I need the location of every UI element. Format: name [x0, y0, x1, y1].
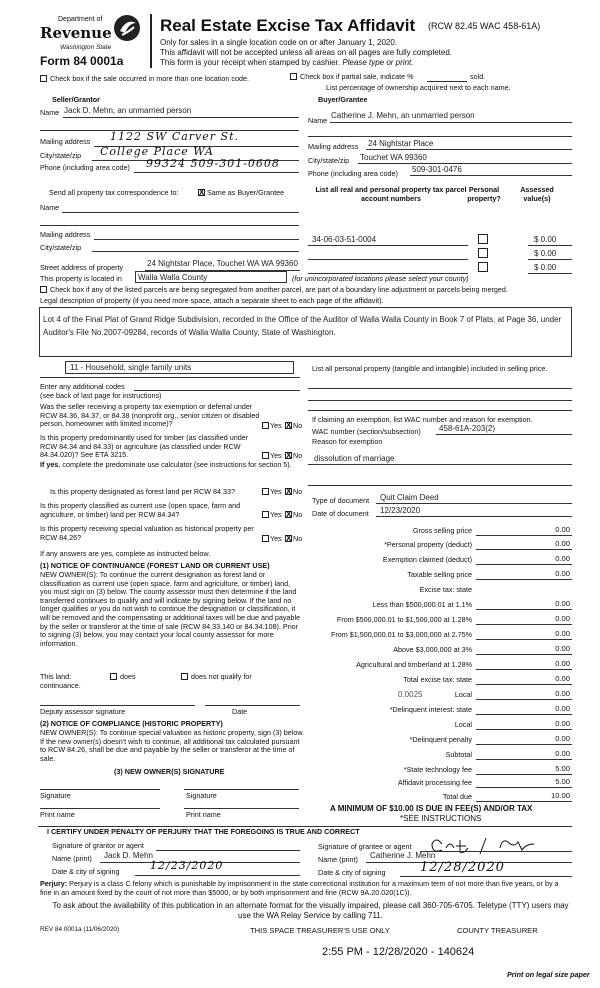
- partial-sale-suffix: sold.: [470, 72, 486, 81]
- grantor-sig-line[interactable]: [156, 850, 300, 851]
- tax-row-value[interactable]: 0.00: [555, 659, 570, 668]
- dept-line: Department of: [58, 16, 103, 23]
- personal-property-note: List all personal property (tangible and intangible) included in selling price.: [312, 364, 548, 373]
- wac-label: WAC number (section/subsection): [312, 427, 421, 436]
- seller-phone-field[interactable]: 99324 509-301-0608: [146, 157, 280, 170]
- certify-heading: I CERTIFY UNDER PENALTY OF PERJURY THAT THE FOREGOING IS TRUE AND CORRECT: [47, 827, 360, 836]
- owner-print-label-2: Print name: [186, 810, 221, 819]
- buyer-mailing-field[interactable]: 24 Nightstar Place: [368, 139, 434, 148]
- multi-location-label: Check box if the sale occurred in more than one location code.: [50, 74, 249, 83]
- exemption-top-line: [308, 410, 572, 411]
- corr-mailing-label: Mailing address: [40, 230, 91, 239]
- tax-row-label: Affidavit processing fee: [397, 778, 472, 787]
- q2-yes-checkbox[interactable]: [262, 452, 269, 459]
- seller-mailing-label: Mailing address: [40, 137, 91, 146]
- assessed-value-1[interactable]: $ 0.00: [534, 235, 557, 244]
- tax-row-value[interactable]: 0.00: [555, 629, 570, 638]
- q3-forest-text: Is this property designated as forest land per RCW 84.33?: [50, 487, 235, 496]
- buyer-name-label: Name: [308, 116, 328, 125]
- tax-row-line: [476, 729, 572, 730]
- tax-row-line: [476, 654, 572, 655]
- street-label: Street address of property: [40, 263, 124, 272]
- owner-sig-line-2[interactable]: [184, 789, 299, 790]
- tax-row-label: Total excise tax: state: [403, 675, 472, 684]
- tax-row-label: Exemption claimed (deduct): [382, 555, 472, 564]
- tax-row-value[interactable]: 0.00: [555, 569, 570, 578]
- doc-type-label: Type of document: [312, 496, 370, 505]
- wac-line: [436, 434, 572, 435]
- corr-name-label: Name: [40, 203, 60, 212]
- tax-row-label: *State technology fee: [403, 765, 472, 774]
- corr-city-line[interactable]: [92, 251, 299, 252]
- assessed-value-2[interactable]: $ 0.00: [534, 249, 557, 258]
- buyer-phone-label: Phone (including area code): [308, 169, 398, 178]
- q2-no-label: No: [293, 451, 303, 460]
- grantor-name-label: Name (print): [52, 854, 92, 863]
- deputy-date-label: Date: [232, 707, 248, 716]
- grantor-sig-label: Signature of grantor or agent: [52, 841, 144, 850]
- assessed-value-3[interactable]: $ 0.00: [534, 263, 557, 272]
- q3-yes-label: Yes: [270, 487, 282, 496]
- form-title: Real Estate Excise Tax Affidavit: [160, 16, 416, 35]
- tax-row-line: [476, 609, 572, 610]
- notice2-body: NEW OWNER(S): To continue special valuation as historic property, sign (3) below. If the new owner(s) doesn't wish to continue, all additional tax calculated pursuant to RCW 84.26, shall be due and payable by the seller or transferor at the time of sale.: [40, 728, 305, 763]
- owner-sig-line-1[interactable]: [40, 789, 160, 790]
- q2-timber-text: Is this property predominantly used for timber (as classified under RCW 84.34 and 84.33) or agriculture (as classified under RCW 84.34.020)? See ETA 3215.: [40, 433, 249, 460]
- buyer-mailing-label: Mailing address: [308, 142, 359, 151]
- multi-location-checkbox[interactable]: [40, 75, 47, 82]
- personal-property-col-header: Personal property?: [467, 185, 501, 203]
- tax-row-line: [476, 564, 572, 565]
- tax-row-label: *Delinquent penalty: [409, 735, 472, 744]
- grantor-name-field[interactable]: Jack D. Mehn: [104, 851, 153, 860]
- q3-no-label: No: [293, 487, 303, 496]
- treasurer-stamp: 2:55 PM - 12/28/2020 - 140624: [322, 946, 475, 958]
- grantor-date-line: [135, 875, 300, 876]
- buyer-heading: Buyer/Grantee: [318, 95, 368, 104]
- located-label: This property is located in: [40, 274, 122, 283]
- tax-row-label: Subtotal: [445, 750, 472, 759]
- legal-description-box[interactable]: [39, 307, 572, 357]
- tax-row-line: [476, 684, 572, 685]
- tax-row-value[interactable]: 0.00: [555, 719, 570, 728]
- tax-row-value[interactable]: 0.00: [555, 674, 570, 683]
- tax-row-label: Local: [454, 720, 472, 729]
- tax-row-label: Above $3,000,000 at 3%: [393, 645, 472, 654]
- tax-row-label: Local: [454, 690, 472, 699]
- header-note-1: Only for sales in a single location code on or after January 1, 2020.: [160, 38, 398, 47]
- seller-name-label: Name: [40, 108, 60, 117]
- doc-type-line: [376, 503, 572, 504]
- tax-row-label: *Personal property (deduct): [384, 540, 472, 549]
- grantee-sig-line[interactable]: [420, 851, 572, 852]
- legal-size-note: Print on legal size paper: [507, 970, 590, 979]
- doc-date-label: Date of document: [312, 509, 369, 518]
- corr-city-label: City/state/zip: [40, 243, 82, 252]
- q2-no-checkbox[interactable]: X: [286, 451, 292, 460]
- state-line: Washington State: [60, 44, 112, 51]
- seller-city-field[interactable]: College Place WA: [100, 145, 214, 158]
- continuance-label: continuance.: [40, 681, 81, 690]
- street-field[interactable]: 24 Nightstar Place, Touchet WA WA 99360: [147, 259, 298, 268]
- q5-yes-checkbox[interactable]: [262, 535, 269, 542]
- seller-name-line: [63, 117, 299, 118]
- grantor-date-label: Date & city of signing: [52, 867, 120, 876]
- assessed-line-2: [528, 259, 572, 260]
- additional-codes-sub: (see back of last page for instructions): [40, 391, 162, 400]
- doc-date-field[interactable]: 12/23/2020: [380, 506, 421, 515]
- tax-row-value[interactable]: 0.00: [555, 749, 570, 758]
- tax-row-value[interactable]: 0.00: [555, 525, 570, 534]
- personal-property-checkbox-2[interactable]: [478, 248, 488, 258]
- q1-exemption-text: Was the seller receiving a property tax exemption or deferral under RCW 84.36, 84.37, or 84.38 (nonprofit org., senior citizen or disabled person, homeowner with limited income)?: [40, 402, 260, 429]
- perjury-notice: Perjury: Perjury is a class C felony which is punishable by imprisonment in the state correctional institution for a maximum term of not more than five years, or by a fine in an amount fixed by the court of not more than $5000, or by both imprisonment and fine (RCW 9A.20.020(1C)).: [40, 879, 559, 897]
- reason-line-2[interactable]: [308, 485, 572, 486]
- buyer-city-line: [358, 163, 572, 164]
- corr-name-line-2: [40, 225, 299, 226]
- land-does-not-label: does not qualify for: [191, 672, 252, 681]
- personal-property-checkbox-3[interactable]: [478, 262, 488, 272]
- tax-row-line: [476, 714, 572, 715]
- tax-row-line: [476, 669, 572, 670]
- reason-line-1: [308, 464, 572, 465]
- assessed-line-1: [528, 245, 572, 246]
- owner-print-label-1: Print name: [40, 810, 75, 819]
- tax-row-line: [476, 744, 572, 745]
- tax-row-value[interactable]: 5.00: [555, 764, 570, 773]
- same-as-buyer-label: Same as Buyer/Grantee: [207, 188, 285, 197]
- tax-row-value[interactable]: 0.00: [555, 614, 570, 623]
- corr-name-line[interactable]: [62, 212, 299, 213]
- partial-sale-label: Check box if partial sale, indicate %: [300, 72, 414, 81]
- q3-yes-checkbox[interactable]: [262, 488, 269, 495]
- tax-row-label: Agricultural and timberland at 1.28%: [356, 660, 472, 669]
- buyer-phone-field[interactable]: 509-301-0476: [412, 165, 462, 174]
- owner-print-line-2[interactable]: [184, 808, 299, 809]
- q2-calculator-note: If yes, complete the predominate use calculator (see instructions for section 5).: [40, 460, 292, 469]
- tax-row-line: [476, 624, 572, 625]
- land-use-select[interactable]: 11 - Household, single family units: [65, 361, 294, 374]
- doc-type-field[interactable]: Quit Claim Deed: [380, 493, 439, 502]
- segregated-checkbox[interactable]: [40, 286, 47, 293]
- land-label: This land:: [40, 672, 72, 681]
- local-rate: 0.0025: [398, 690, 423, 699]
- personal-property-checkbox-1[interactable]: [478, 234, 488, 244]
- q4-no-checkbox[interactable]: X: [286, 510, 292, 519]
- new-owner-sig-heading: (3) NEW OWNER(S) SIGNATURE: [114, 767, 225, 776]
- grantee-date-line: [400, 876, 572, 877]
- buyer-city-field[interactable]: Touchet WA 99360: [360, 153, 427, 162]
- q1-no-label: No: [293, 421, 303, 430]
- legal-description-text: Lot 4 of the Final Plat of Grand Ridge Subdivision, recorded in the Office of the Auditor of Walla Walla County in Book 7 of Plats, at Page 36, under Auditor's File No.2007-09284, records of Walla Walla County, State of Washington.: [43, 315, 562, 337]
- tax-row-value[interactable]: 5.00: [555, 777, 570, 786]
- owner-sig-label-1: Signature: [40, 791, 71, 800]
- tax-row-label: From $1,500,000.01 to $3,000,000 at 2.75%: [330, 630, 472, 639]
- land-does-not-checkbox[interactable]: [181, 673, 188, 680]
- q2-yes-label: Yes: [270, 451, 282, 460]
- tax-row-value[interactable]: 0.00: [555, 599, 570, 608]
- tax-row-label: Taxable selling price: [407, 570, 472, 579]
- land-does-label: does: [120, 672, 136, 681]
- doc-date-line: [376, 516, 572, 517]
- personal-property-line-2[interactable]: [308, 400, 572, 401]
- q5-yes-label: Yes: [270, 534, 282, 543]
- grantee-signature: [430, 834, 550, 856]
- alt-format-notice: To ask about the availability of this publication in an alternate format for the visually impaired, please call 360-705-6705. Teletype (TTY) users may use the WA Relay Service by calling 711.: [52, 901, 569, 920]
- q1-yes-label: Yes: [270, 421, 282, 430]
- tax-row-value[interactable]: 0.00: [555, 734, 570, 743]
- q4-current-use-text: Is this property classified as current use (open space, farm and agriculture, or timber) land per RCW 84.34?: [40, 501, 241, 519]
- buyer-name-line: [330, 122, 572, 123]
- parcel-line-2[interactable]: [308, 259, 468, 260]
- tax-row-line: [476, 639, 572, 640]
- header-note-3: This form is your receipt when stamped by cashier. Please type or print.: [160, 58, 414, 67]
- tax-row-value[interactable]: 0.00: [555, 689, 570, 698]
- if-any-note: If any answers are yes, complete as instructed below.: [40, 549, 211, 558]
- grantee-sig-label: Signature of grantee or agent: [318, 842, 412, 851]
- q4-no-label: No: [293, 510, 303, 519]
- grantee-name-field[interactable]: Catherine J. Mehn: [370, 851, 436, 860]
- q5-no-label: No: [293, 534, 303, 543]
- legal-label: Legal description of property (if you need more space, attach a separate sheet to each page of the affidavit).: [40, 296, 384, 305]
- form-revision: REV 84 0001a (11/06/2020): [40, 926, 120, 933]
- q5-historic-text: Is this property receiving special valuation as historical property per RCW 84.26?: [40, 524, 254, 542]
- segregated-label: Check box if any of the listed parcels are being segregated from another parcel, are part of a boundary line adjustment or parcels being merged.: [50, 285, 508, 294]
- q4-yes-label: Yes: [270, 510, 282, 519]
- correspondence-label: Send all property tax correspondence to:: [49, 188, 179, 197]
- see-instructions: *SEE INSTRUCTIONS: [400, 814, 482, 823]
- assessed-value-col-header: Assessed value(s): [520, 185, 554, 203]
- seller-city-label: City/state/zip: [40, 151, 82, 160]
- grantee-date-label: Date & city of signing: [318, 868, 386, 877]
- notice1-heading: (1) NOTICE OF CONTINUANCE (FOREST LAND OR CURRENT USE): [40, 561, 270, 570]
- parcel-number-1[interactable]: 34-06-03-51-0004: [312, 235, 377, 244]
- q1-no-checkbox[interactable]: X: [286, 421, 292, 430]
- header-divider: [150, 14, 152, 68]
- rcw-reference: (RCW 82.45 WAC 458-61A): [428, 21, 541, 31]
- q1-yes-checkbox[interactable]: [262, 422, 269, 429]
- grantor-date-field[interactable]: 12/23/2020: [150, 859, 224, 872]
- tax-row-line: [476, 535, 572, 536]
- tax-row-value[interactable]: 0.00: [555, 704, 570, 713]
- tax-row-label: *Delinquent interest: state: [389, 705, 472, 714]
- buyer-name-line-2: [308, 136, 572, 137]
- tax-row-line: [476, 549, 572, 550]
- revenue-logo-text: Revenue: [40, 24, 112, 42]
- tax-row-label: Excise tax: state: [419, 585, 472, 594]
- land-use-line: [40, 377, 300, 378]
- tax-row-line: [476, 579, 572, 580]
- wac-field[interactable]: 458-61A-203(2): [439, 424, 496, 433]
- notice2-heading: (2) NOTICE OF COMPLIANCE (HISTORIC PROPERTY): [40, 719, 223, 728]
- notice1-body: NEW OWNER(S): To continue the current designation as forest land or classification as current use (open space, farm and agriculture, or timber) land, you must sign on (3) below. The county assessor must then determine if the land transferred continues to qualify and will indicate by signing below. If the land no longer qualifies or you do not wish to continue the designation or classification, it will be removed and the compensating or additional taxes will be due and payable by the seller or transferor at the time of sale (RCW 84.33.140 or 84.34.108). Prior to signing (3) below, you may contact your local county assessor for more information.: [40, 570, 301, 648]
- seller-phone-line: [134, 172, 299, 173]
- tax-row-label: Gross selling price: [412, 526, 472, 535]
- corr-mailing-line[interactable]: [94, 239, 299, 240]
- tax-row-value[interactable]: 0.00: [555, 554, 570, 563]
- assessed-line-3: [528, 273, 572, 274]
- q5-no-checkbox[interactable]: X: [286, 534, 292, 543]
- tax-row-label: Less than $500,000.01 at 1.1%: [372, 600, 472, 609]
- exemption-label: If claiming an exemption, list WAC number and reason for exemption.: [312, 415, 533, 424]
- treasurer-space-label: THIS SPACE TREASURER'S USE ONLY: [250, 926, 390, 935]
- county-select[interactable]: Walla Walla County: [135, 271, 287, 283]
- grantee-name-label: Name (print): [318, 855, 358, 864]
- seller-mailing-field[interactable]: 1122 SW Carver St.: [110, 130, 239, 143]
- buyer-mailing-line: [366, 149, 572, 150]
- tax-row-line: [476, 699, 572, 700]
- partial-sale-percent-field[interactable]: [427, 81, 467, 82]
- buyer-phone-line: [410, 175, 572, 176]
- personal-property-line-1[interactable]: [308, 388, 572, 389]
- deputy-sig-label: Deputy assessor signature: [40, 707, 126, 716]
- tax-row-label: Total due: [442, 792, 472, 801]
- parcel-line-1: [308, 245, 468, 246]
- seller-phone-label: Phone (including area code): [40, 163, 130, 172]
- county-treasurer-label: COUNTY TREASURER: [457, 926, 538, 935]
- deputy-sig-line[interactable]: [40, 705, 195, 706]
- header-note-2: This affidavit will not be accepted unless all areas on all pages are fully completed.: [160, 48, 453, 57]
- ownership-note: List percentage of ownership acquired next to each name.: [326, 83, 511, 92]
- buyer-name-field[interactable]: Catherine J. Mehn, an unmarried person: [331, 111, 475, 120]
- reason-label: Reason for exemption: [312, 437, 383, 446]
- tax-row-label: From $500,000.01 to $1,500,000 at 1.28%: [336, 615, 472, 624]
- q4-yes-checkbox[interactable]: [262, 511, 269, 518]
- partial-sale-checkbox[interactable]: [290, 73, 297, 80]
- reason-field[interactable]: dissolution of marriage: [314, 454, 395, 463]
- dor-logo-icon: [112, 13, 142, 43]
- seller-name-field[interactable]: Jack D. Mehn, an unmarried person: [64, 106, 192, 115]
- county-note: (for unincorporated locations please select your county): [292, 274, 469, 283]
- buyer-city-label: City/state/zip: [308, 156, 350, 165]
- land-does-checkbox[interactable]: [110, 673, 117, 680]
- tax-row-line: [476, 787, 572, 788]
- parcel-col-header: List all real and personal property tax parcel account numbers: [315, 185, 467, 203]
- tax-row-value[interactable]: 0.00: [555, 539, 570, 548]
- seller-heading: Seller/Grantor: [52, 95, 100, 104]
- owner-sig-label-2: Signature: [186, 791, 217, 800]
- tax-row-line: [476, 801, 572, 802]
- form-number: Form 84 0001a: [40, 54, 124, 68]
- tax-row-line: [476, 774, 572, 775]
- tax-row-line: [476, 759, 572, 760]
- minimum-due-note: A MINIMUM OF $10.00 IS DUE IN FEE(S) AND/OR TAX: [330, 804, 533, 813]
- same-as-buyer-checkbox[interactable]: X: [199, 188, 205, 197]
- owner-print-line-1[interactable]: [40, 808, 160, 809]
- additional-codes-label: Enter any additional codes: [40, 382, 125, 391]
- tax-row-value[interactable]: 0.00: [555, 644, 570, 653]
- grantee-date-field[interactable]: 12/28/2020: [420, 860, 505, 875]
- q3-no-checkbox[interactable]: X: [286, 487, 292, 496]
- tax-row-value[interactable]: 10.00: [550, 791, 570, 800]
